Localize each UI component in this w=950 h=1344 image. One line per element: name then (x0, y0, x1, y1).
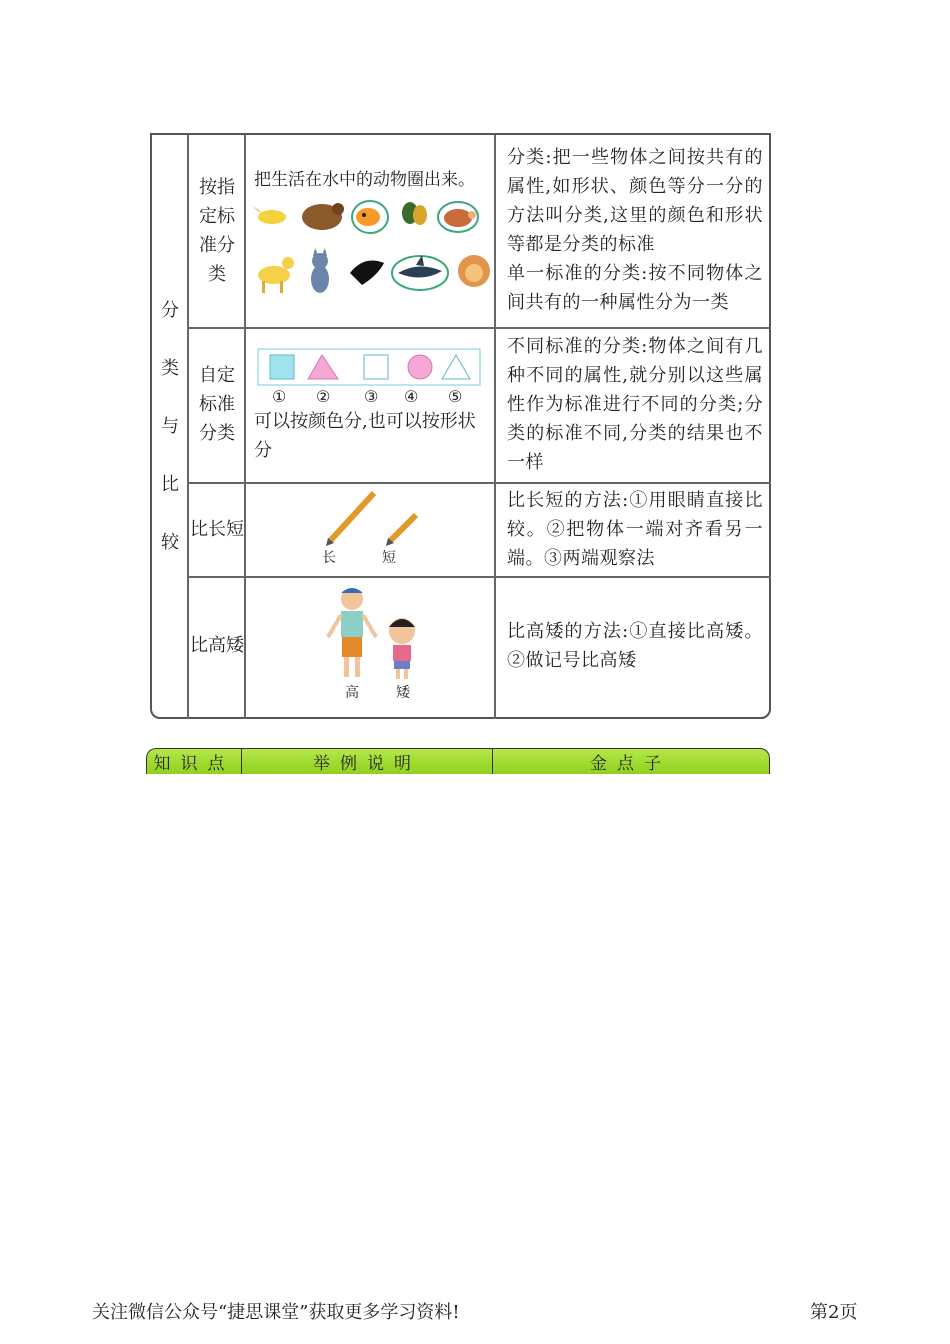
triangle-shape-2 (308, 355, 338, 379)
fish-icon-circled (352, 201, 388, 233)
row2-tip-1: 不同标准的分类:物体之间有几种不同的属性,就分别以这些属性作为标准进行不同的分类;分类的标准不同,分类的结果也不一样 (507, 336, 763, 473)
footer-note: 关注微信公众号“捷思课堂”获取更多学习资料! (92, 1302, 460, 1323)
animal-illustrations (252, 193, 492, 303)
tall-label: 高 (345, 685, 359, 701)
page-number: 第2页 (810, 1302, 858, 1323)
row3-tips (499, 486, 771, 573)
short-pencil-icon (386, 515, 416, 546)
tall-boy-icon (328, 588, 376, 677)
shark-icon-circled (392, 255, 448, 290)
header-col-tips: 金点子 (492, 749, 768, 774)
long-pencil-icon (326, 493, 374, 546)
category-char: 比 (161, 474, 179, 495)
children-illustration (322, 581, 432, 691)
row2-tips (499, 332, 771, 477)
row2-label-text: 自定标准分类 (199, 365, 235, 444)
square-shape-3 (364, 355, 388, 379)
row2-example-text: 可以按颜色分,也可以按形状分 (254, 411, 476, 461)
row3-tip-1: 比长短的方法:①用眼睛直接比较。②把物体一端对齐看另一端。③两端观察法 (507, 490, 763, 569)
row1-label (192, 173, 242, 289)
row1-example-text: 把生活在水中的动物圈出来。 (254, 170, 475, 190)
lion-icon (458, 255, 490, 287)
header-col-example: 举例说明 (241, 749, 492, 774)
row2-label (192, 361, 242, 448)
header-col-knowledge: 知识点 (153, 754, 235, 774)
circle-shape-4 (408, 355, 432, 379)
cat-icon (311, 248, 329, 293)
category-char: 与 (161, 416, 179, 437)
bird-icon (252, 205, 286, 224)
category-char: 较 (161, 532, 179, 553)
knowledge-table (150, 133, 771, 719)
row1-label-text: 按指定标准分类 (199, 177, 235, 285)
shape-number-2: ② (316, 387, 331, 406)
row3-label: 比长短 (190, 519, 244, 540)
turtle-icon-circled (438, 202, 478, 232)
shape-number-3: ③ (364, 387, 379, 406)
row4-tips (499, 617, 771, 675)
triangle-shape-5 (442, 355, 470, 379)
long-label: 长 (322, 550, 336, 566)
butterfly-icon (402, 202, 427, 225)
row4-label: 比高矮 (190, 635, 244, 656)
short-boy-icon (389, 618, 415, 679)
shape-number-4: ④ (404, 387, 419, 406)
table-header-bar (146, 748, 770, 774)
short-person-label: 矮 (396, 685, 410, 701)
shape-number-5: ⑤ (448, 387, 463, 406)
row4-tip-1: 比高矮的方法:①直接比高矮。②做记号比高矮 (507, 621, 763, 671)
square-shape-1 (270, 355, 294, 379)
shape-number-1: ① (272, 387, 287, 406)
category-char: 分 (161, 300, 179, 321)
horse-icon (258, 257, 294, 293)
category-label (152, 135, 188, 719)
category-char: 类 (161, 358, 179, 379)
short-label: 短 (382, 550, 396, 566)
row1-tip-2: 单一标准的分类:按不同物体之间共有的一种属性分为一类 (507, 263, 763, 313)
crow-icon (350, 261, 384, 285)
beaver-icon (302, 203, 344, 230)
row1-tip-1: 分类:把一些物体之间按共有的属性,如形状、颜色等分一分的方法叫分类,这里的颜色和形状等都是分类的标准 (507, 147, 763, 255)
row1-tips (499, 143, 771, 317)
